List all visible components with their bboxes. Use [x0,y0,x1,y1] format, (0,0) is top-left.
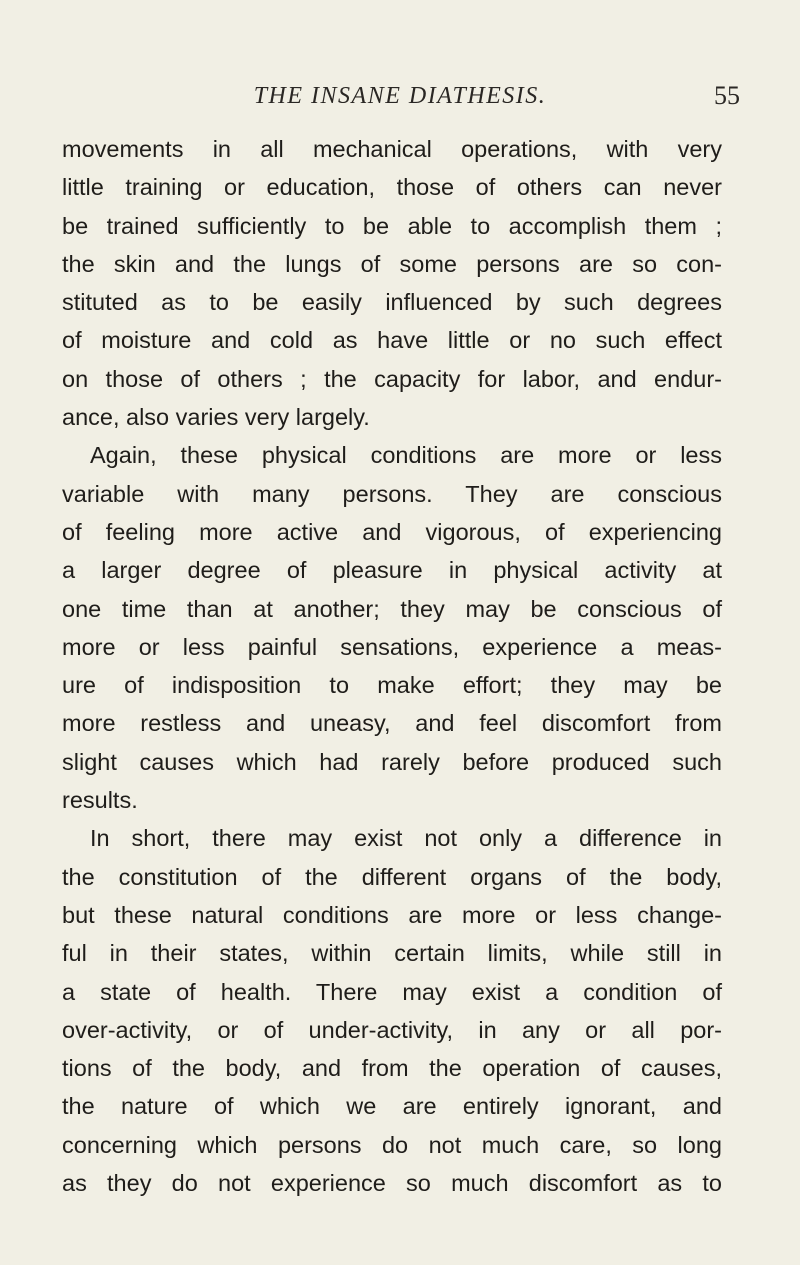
text-line: be trained sufficiently to be able to accomplish them ; [62,212,722,239]
text-line: of feeling more active and vigorous, of experiencing [62,518,722,545]
text-line: one time than at another; they may be conscious of [62,595,722,622]
text-line: as they do not experience so much discomfort as to [62,1170,722,1197]
text-line: the nature of which we are entirely ignorant, and [62,1093,722,1120]
running-head [60,78,740,114]
text-line: variable with many persons. They are conscious [62,480,722,507]
text-line: a state of health. There may exist a condition of [62,978,722,1005]
text-line: tions of the body, and from the operation of causes, [62,1055,722,1082]
text-line: ful in their states, within certain limits, while still in [62,940,722,967]
text-line: the constitution of the different organs of the body, [62,863,722,890]
text-line: the skin and the lungs of some persons are so con- [62,250,722,277]
text-line: In short, there may exist not only a difference in [90,825,722,852]
body-text [62,130,722,1202]
text-line: movements in all mechanical operations, with very [62,136,722,162]
text-line: Again, these physical conditions are more or less [90,442,722,469]
text-line: slight causes which had rarely before produced such [62,748,722,775]
running-title: THE INSANE DIATHESIS. [253,83,547,109]
text-line: results. [62,787,138,814]
text-line: but these natural conditions are more or less change- [62,901,722,928]
text-line: ance, also varies very largely. [62,404,370,431]
text-line: stituted as to be easily influenced by such degrees [62,289,722,316]
page-number: 55 [714,81,740,110]
text-line: over-activity, or of under-activity, in any or all por- [62,1016,722,1043]
text-line: more restless and uneasy, and feel discomfort from [62,710,722,737]
text-line: a larger degree of pleasure in physical activity at [62,557,722,584]
text-line: more or less painful sensations, experience a meas- [62,633,722,660]
text-line: concerning which persons do not much care, so long [62,1131,722,1158]
text-line: little training or education, those of others can never [62,174,722,201]
text-line: ure of indisposition to make effort; they may be [62,672,722,699]
text-line: on those of others ; the capacity for labor, and endur- [62,365,722,392]
text-line: of moisture and cold as have little or no such effect [62,327,722,354]
